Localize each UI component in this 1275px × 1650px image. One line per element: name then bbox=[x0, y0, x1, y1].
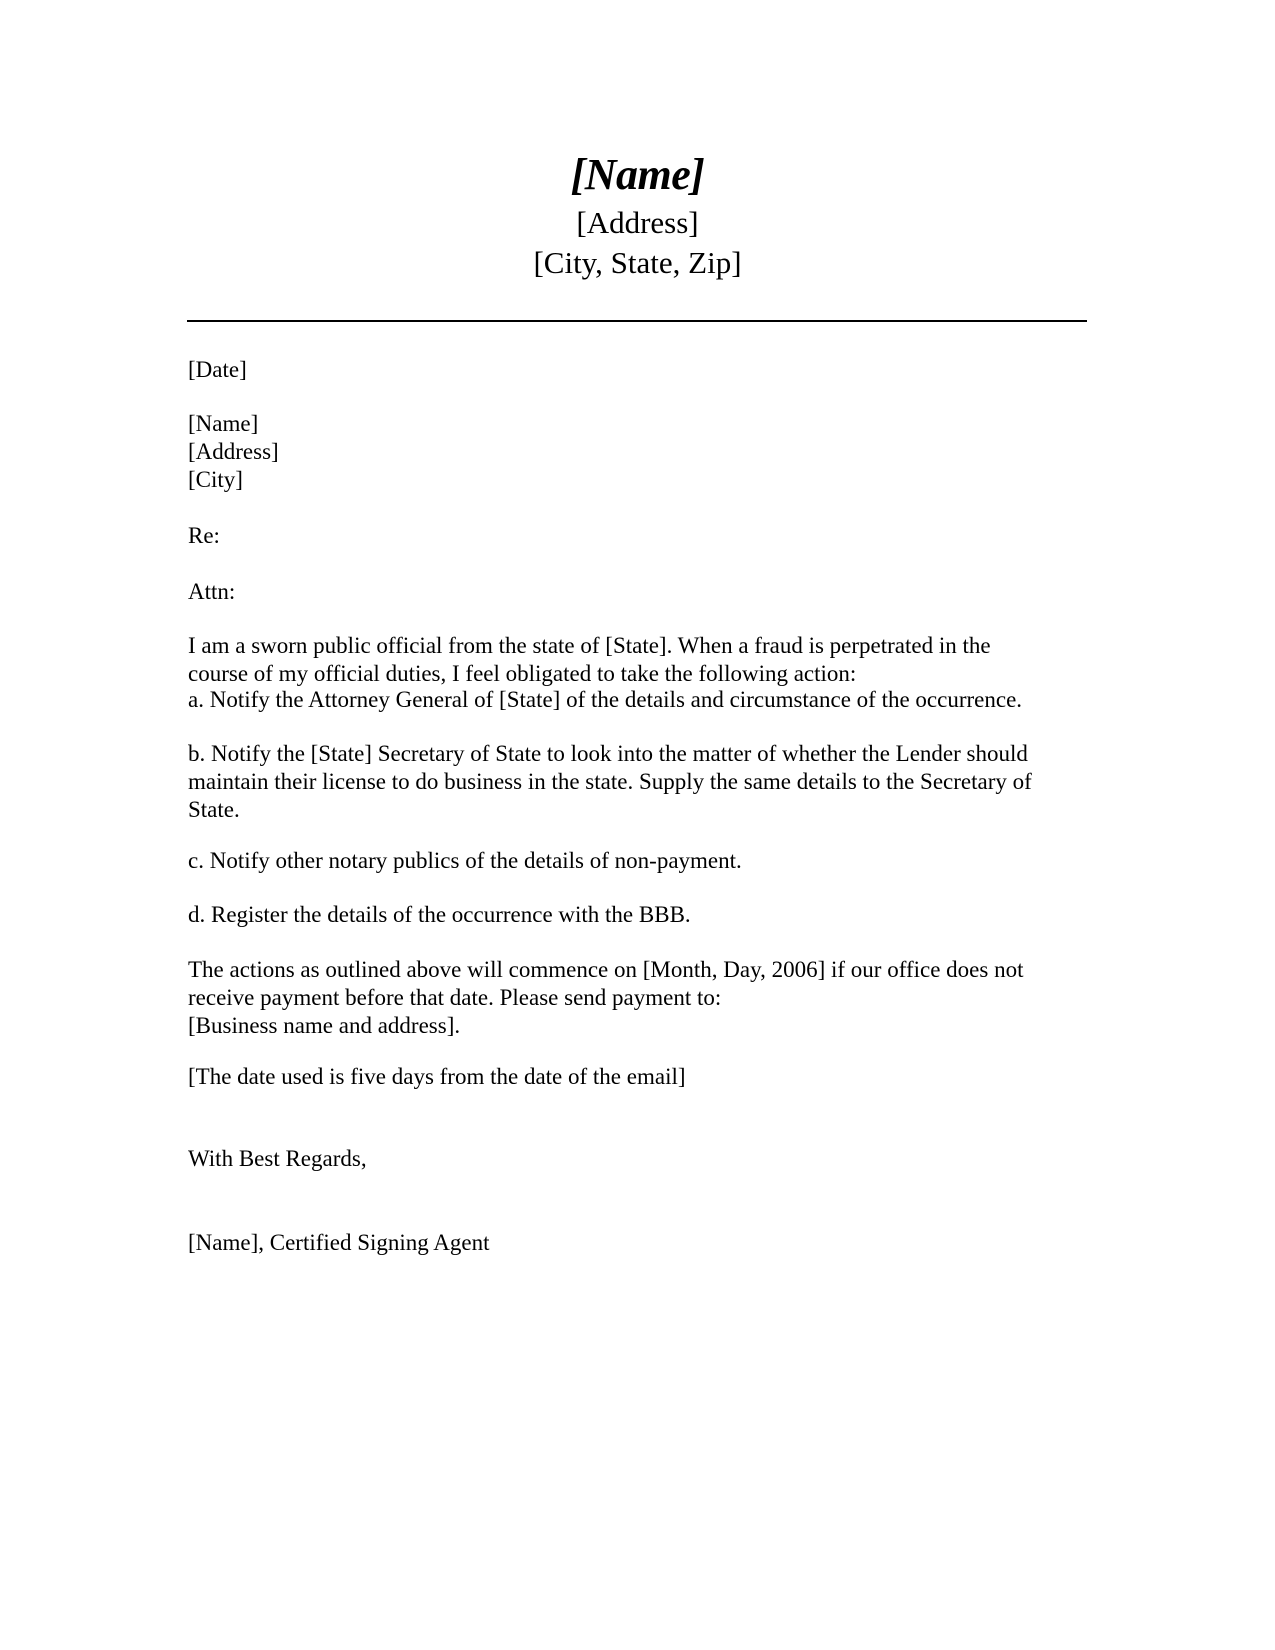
deadline-paragraph bbox=[188, 956, 1088, 1040]
deadline-line-3: [Business name and address]. bbox=[188, 1013, 461, 1038]
re-label: Re: bbox=[188, 523, 220, 548]
attn-line bbox=[188, 578, 1088, 606]
intro-line-2: course of my official duties, I feel obligated to take the following action: bbox=[188, 661, 857, 686]
intro-line-1: I am a sworn public official from the state of [State]. When a fraud is perpetrated in the bbox=[188, 633, 991, 658]
action-b-line-2: maintain their license to do business in the state. Supply the same details to the Secretary of bbox=[188, 769, 1032, 794]
signature-text: [Name], Certified Signing Agent bbox=[188, 1230, 490, 1255]
date-text: [Date] bbox=[188, 357, 247, 382]
date-note bbox=[188, 1063, 1088, 1091]
letter-date bbox=[188, 356, 1088, 384]
action-b-line-3: State. bbox=[188, 797, 240, 822]
deadline-line-1: The actions as outlined above will commence on [Month, Day, 2006] if our office does not bbox=[188, 957, 1024, 982]
action-item-b bbox=[188, 740, 1088, 824]
action-c-line-1: c. Notify other notary publics of the details of non-payment. bbox=[188, 848, 742, 873]
action-item-d bbox=[188, 901, 1088, 929]
recipient-name: [Name] bbox=[188, 411, 259, 436]
deadline-line-2: receive payment before that date. Please send payment to: bbox=[188, 985, 722, 1010]
re-line bbox=[188, 522, 1088, 550]
recipient-city: [City] bbox=[188, 467, 243, 492]
action-a-line-1: a. Notify the Attorney General of [State] of the details and circumstance of the occurrence. bbox=[188, 687, 1023, 712]
letterhead-name: [Name] bbox=[570, 150, 705, 199]
intro-paragraph bbox=[188, 632, 1088, 688]
attn-label: Attn: bbox=[188, 579, 236, 604]
recipient-address: [Address] bbox=[188, 439, 279, 464]
date-note-text: [The date used is five days from the date of the email] bbox=[188, 1064, 686, 1089]
action-b-line-1: b. Notify the [State] Secretary of State to look into the matter of whether the Lender should bbox=[188, 741, 1028, 766]
signature bbox=[188, 1229, 1088, 1257]
recipient-block bbox=[188, 410, 1088, 494]
letterhead-address: [Address] bbox=[576, 205, 699, 240]
action-item-a bbox=[188, 686, 1088, 714]
action-d-line-1: d. Register the details of the occurrence with the BBB. bbox=[188, 902, 691, 927]
letterhead-city-state-zip: [City, State, Zip] bbox=[533, 245, 742, 280]
closing-text: With Best Regards, bbox=[188, 1146, 367, 1171]
letterhead-divider bbox=[187, 320, 1087, 322]
closing bbox=[188, 1145, 1088, 1173]
action-item-c bbox=[188, 847, 1088, 875]
